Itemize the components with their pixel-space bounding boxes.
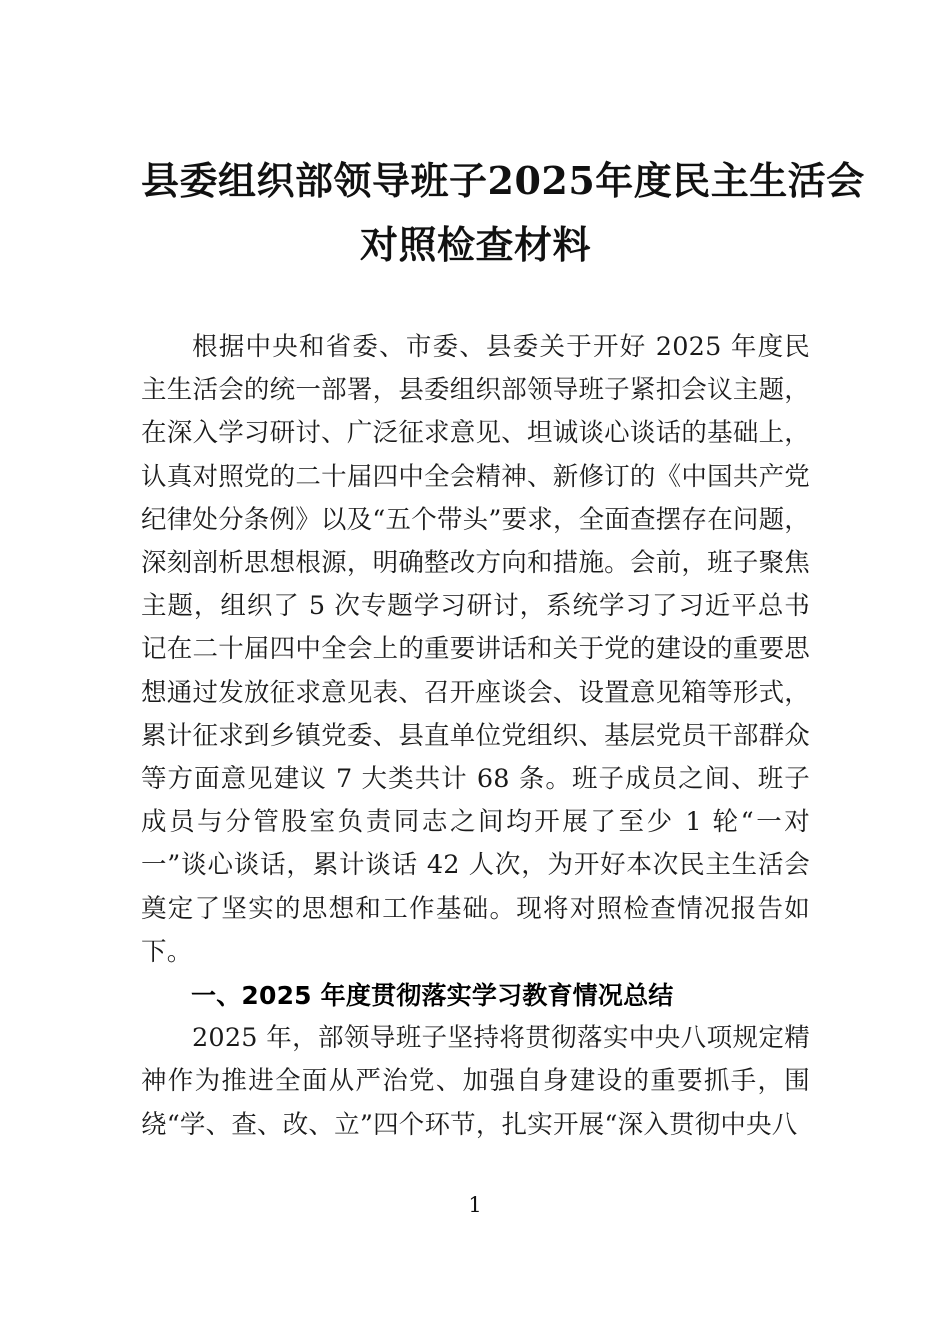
document-title [141,152,865,274]
document-title-line-1: 县委组织部领导班子2025年度民主生活会 [141,158,865,203]
document-body [141,326,810,1147]
section-heading-1: 一、2025 年度贯彻落实学习教育情况总结 [191,981,674,1011]
paragraph-section-1-body: 2025 年，部领导班子坚持将贯彻落实中央八项规定精神作为推进全面从严治党、加强自身建设的重要抓手，围绕“学、查、改、立”四个环节，扎实开展“深入贯彻中央八 [141,1023,810,1140]
paragraph-intro: 根据中央和省委、市委、县委关于开好 2025 年度民主生活会的统一部署，县委组织部领导班子紧扣会议主题，在深入学习研讨、广泛征求意见、坦诚谈心谈话的基础上，认真对照党的二十届四中全会精神、新修订的《中国共产党纪律处分条例》以及“五个带头”要求，全面查摆存在问题，深刻剖析思想根源，明确整改方向和措施。会前，班子聚焦主题，组织了 5 次专题学习研讨，系统学习了习近平总书记在二十届四中全会上的重要讲话和关于党的建设的重要思想通过发放征求意见表、召开座谈会、设置意见箱等形式，累计征求到乡镇党委、县直单位党组织、基层党员干部群众等方面意见建议 7 大类共计 68 条。班子成员之间、班子成员与分管股室负责同志之间均开展了至少 1 轮“一对一”谈心谈话，累计谈话 42 人次，为开好本次民主生活会奠定了坚实的思想和工作基础。现将对照检查情况报告如下。 [141,332,810,967]
document-title-line-2: 对照检查材料 [359,222,591,267]
page-number: 1 [468,1193,482,1217]
